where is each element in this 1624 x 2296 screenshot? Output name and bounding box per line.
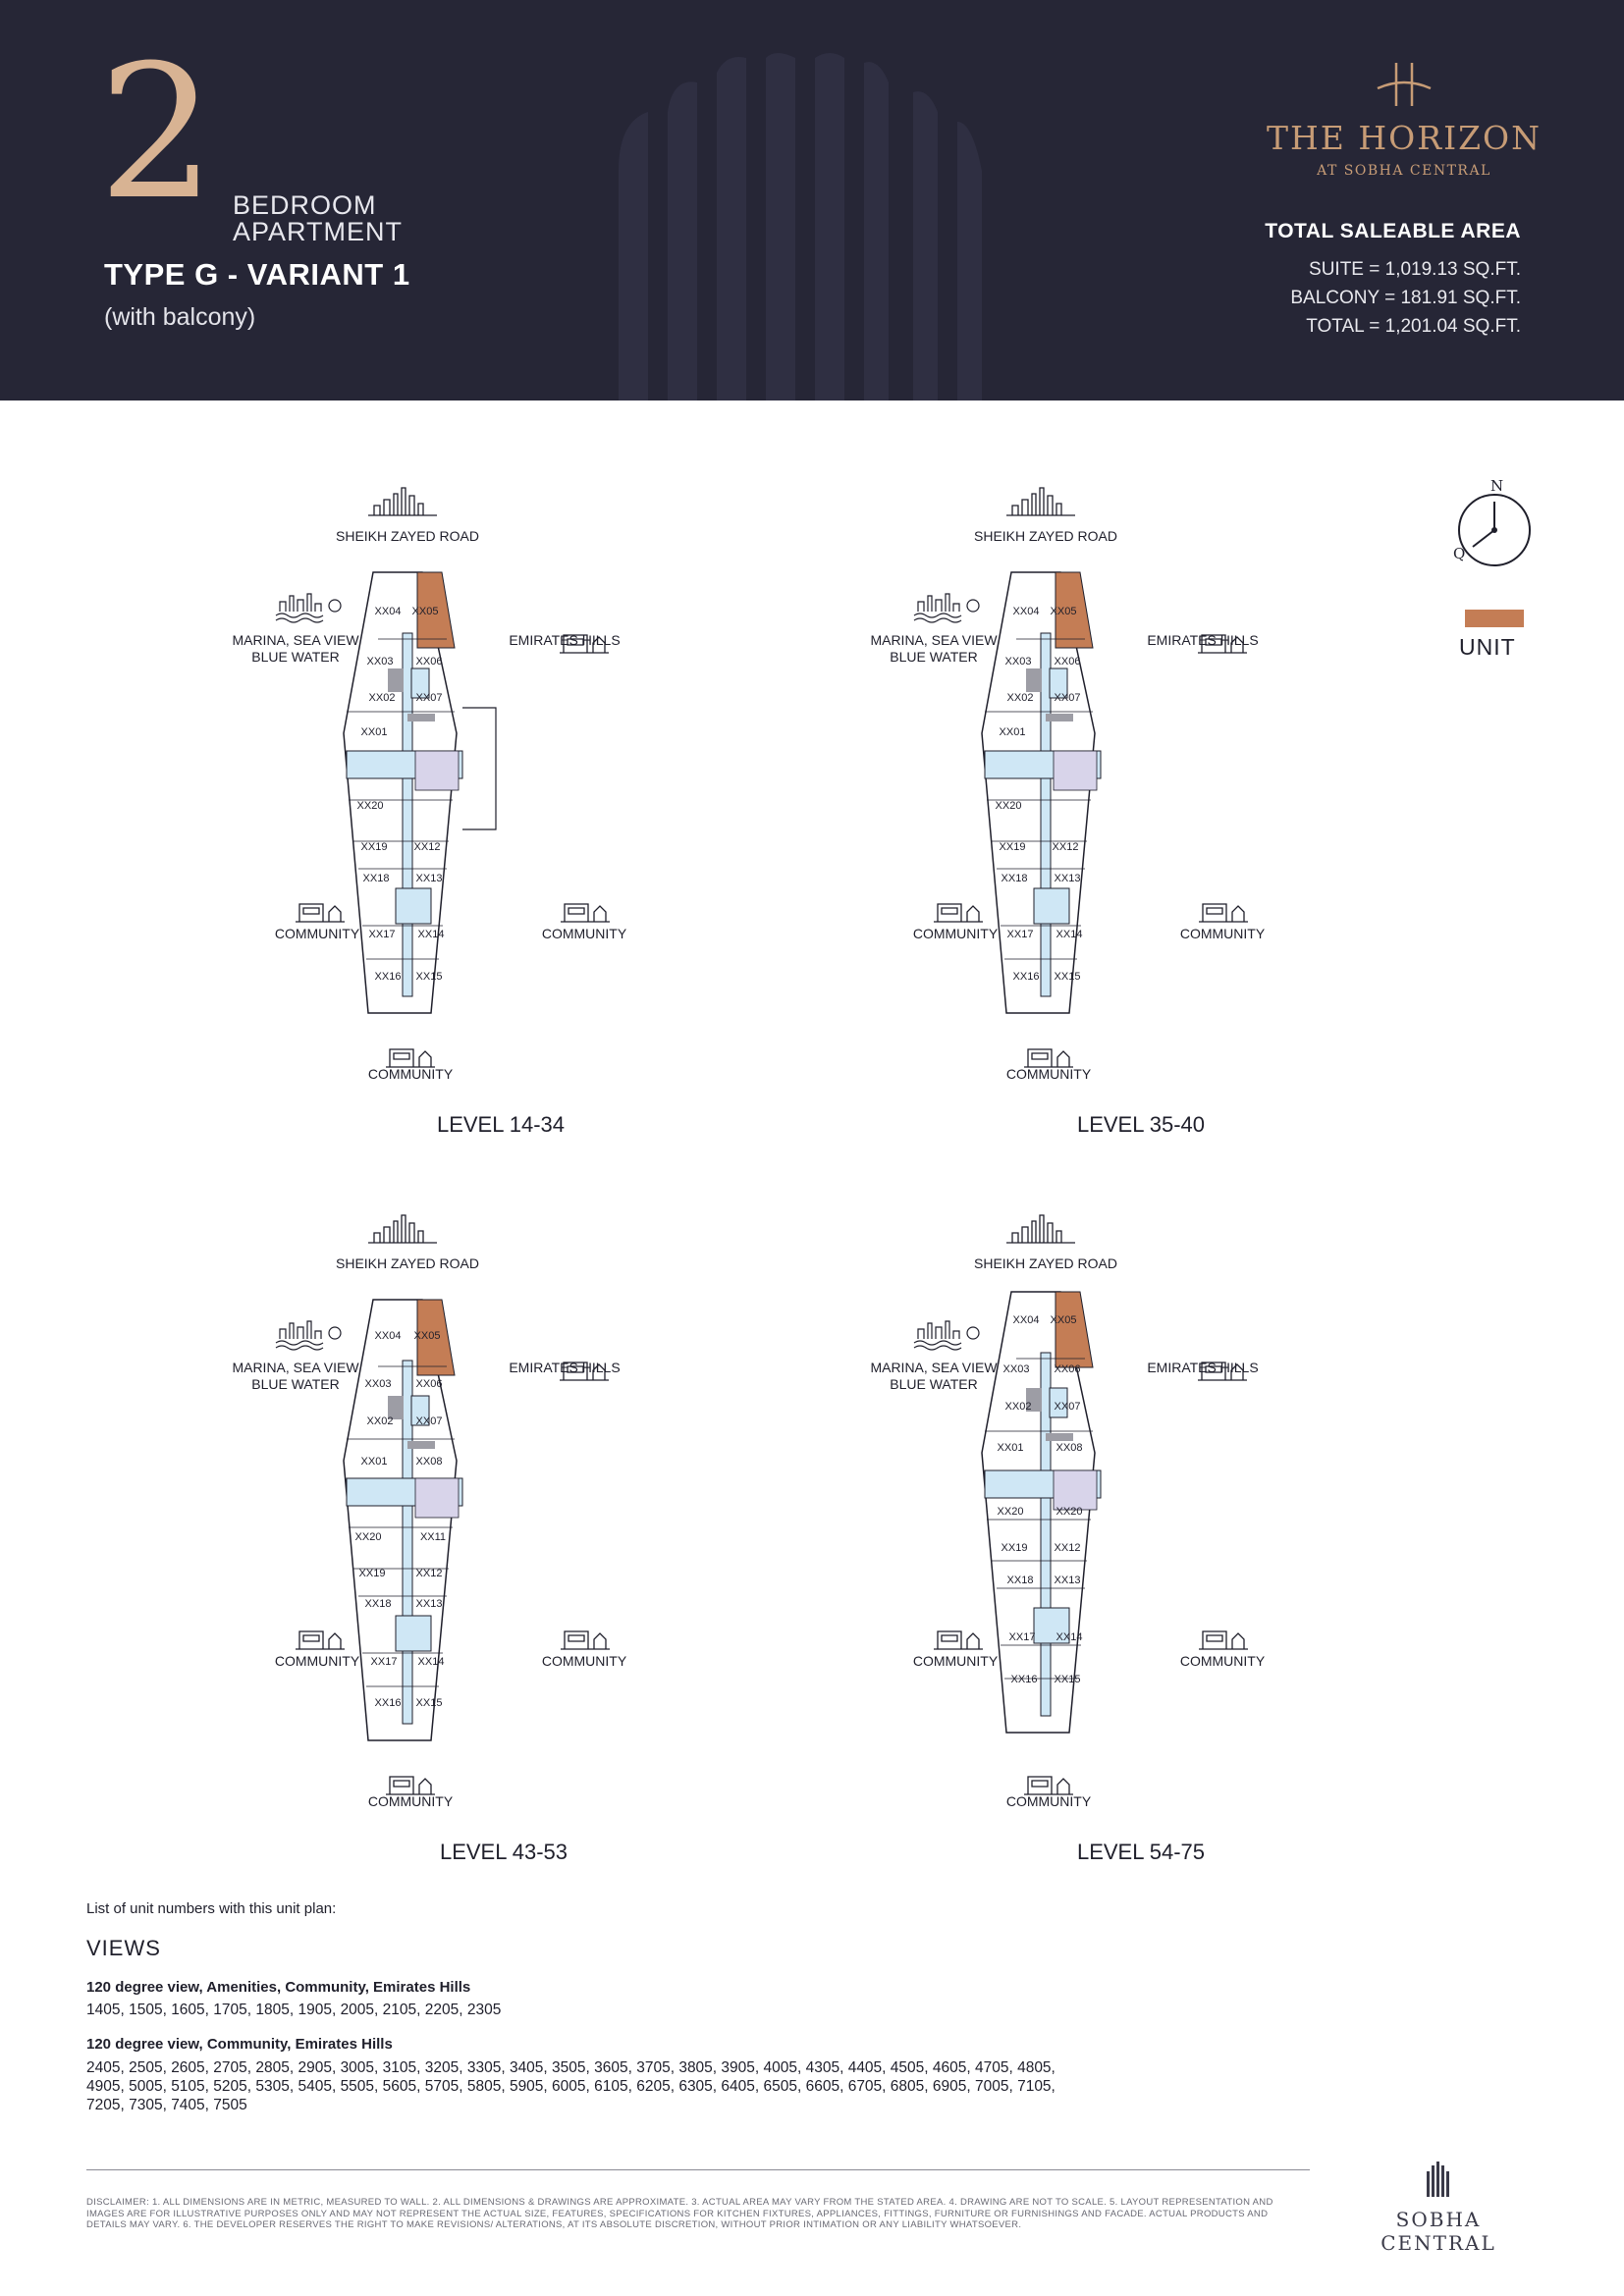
unit-number: XX04	[1012, 606, 1040, 617]
community-icon	[561, 1631, 610, 1649]
core-block	[407, 714, 435, 721]
unit-color-swatch	[1465, 610, 1524, 627]
marina-view-icon	[914, 594, 979, 622]
community-icon	[386, 1049, 435, 1067]
unit-number: XX07	[1054, 692, 1081, 704]
unit-number: XX13	[415, 1598, 443, 1610]
amenity-block	[415, 751, 459, 790]
level-label: LEVEL 14-34	[436, 1112, 566, 1137]
brand-name: THE HORIZON	[1267, 119, 1542, 157]
unit-number: XX13	[1054, 1575, 1081, 1586]
skyline-icon	[1006, 1215, 1075, 1243]
view-label-community: COMMUNITY	[1179, 1653, 1266, 1669]
balcony-extension	[462, 708, 496, 829]
unit-number: XX18	[362, 873, 390, 884]
unit-number: XX19	[360, 841, 388, 853]
view-label-north: SHEIKH ZAYED ROAD	[336, 1255, 479, 1271]
view-label-community: COMMUNITY	[1179, 926, 1266, 941]
lift-lobby	[396, 888, 431, 924]
level-label: LEVEL 43-53	[439, 1840, 568, 1864]
unit-number: XX03	[1002, 1363, 1030, 1375]
unit-number: XX12	[1052, 841, 1079, 853]
unit-number: XX18	[364, 1598, 392, 1610]
unit-number: XX06	[415, 1378, 443, 1390]
unit-number: XX14	[1056, 929, 1083, 940]
unit-number: XX15	[1054, 971, 1081, 983]
unit-number: XX01	[360, 1456, 388, 1468]
view-label-community: COMMUNITY	[274, 926, 360, 941]
view-group-units: 1405, 1505, 1605, 1705, 1805, 1905, 2005, 2105, 2205, 2305	[86, 2002, 502, 2018]
view-group-heading: 120 degree view, Community, Emirates Hills	[86, 2036, 393, 2053]
floor-plan-drawing	[870, 476, 1419, 1082]
unit-number: XX06	[415, 656, 443, 667]
community-icon	[386, 1777, 435, 1794]
view-label-community: COMMUNITY	[541, 926, 627, 941]
unit-number: XX15	[1054, 1674, 1081, 1685]
disclaimer: DISCLAIMER: 1. ALL DIMENSIONS ARE IN METRIC, MEASURED TO WALL. 2. ALL DIMENSIONS & DRAWINGS ARE APPROXIMATE. 3. ACTUAL AREA MAY VARY FROM THE STATED AREA. 4. DRAWING ARE NOT TO SCALE. 5. LAYOUT REPRESENTATION AND IMAGES ARE FOR ILLUSTRATIVE PURPOSES ONLY AND MAY NOT REPRESENT THE ACTUAL SIZE, FEATURES, SPECIFICATIONS FOR KITCHEN FIXTURES, APPLIANCES, FITTINGS, FURNITURE OR FURNISHINGS AND FACADE. ACTUAL PRODUCTS AND DETAILS MAY VARY. 6. THE DEVELOPER RESERVES THE RIGHT TO MAKE REVISIONS/ ALTERATIONS, AT ITS ABSOLUTE DISCRETION, WITHOUT PRIOR INTIMATION OR ANY LIABILITY WHATSOEVER.	[86, 2197, 1273, 2230]
unit-number: XX20	[356, 800, 384, 812]
core-block	[1046, 1433, 1073, 1441]
view-label-east: EMIRATES HILLS	[1147, 632, 1259, 648]
view-label-west: BLUE WATER	[251, 1376, 340, 1392]
level-label: LEVEL 35-40	[1076, 1112, 1206, 1137]
views-heading: VIEWS	[86, 1936, 161, 1960]
unit-number: XX05	[1050, 606, 1077, 617]
floor-plan-drawing	[870, 1203, 1419, 1809]
unit-key-label: UNIT	[1459, 634, 1516, 660]
unit-number: XX04	[374, 1330, 402, 1342]
view-label-east: EMIRATES HILLS	[509, 632, 621, 648]
unit-number: XX15	[415, 1697, 443, 1709]
view-label-west: MARINA, SEA VIEW	[870, 632, 998, 648]
unit-number: XX17	[370, 1656, 398, 1668]
unit-number: XX11	[419, 1531, 447, 1543]
floor-plan-level-43-53	[232, 1203, 781, 1809]
highlighted-unit	[1056, 1292, 1093, 1367]
h-monogram-icon	[1370, 59, 1438, 110]
unit-number: XX15	[415, 971, 443, 983]
view-label-community: COMMUNITY	[274, 1653, 360, 1669]
community-icon	[1024, 1777, 1073, 1794]
q-label: Q	[1453, 545, 1466, 562]
north-label: N	[1490, 477, 1504, 495]
unit-number: XX19	[1001, 1542, 1028, 1554]
unit-number: XX20	[995, 800, 1022, 812]
unit-number: XX03	[366, 656, 394, 667]
sobha-central-logo	[1337, 2160, 1540, 2255]
view-label-community: COMMUNITY	[367, 1066, 454, 1082]
community-icon	[296, 904, 345, 922]
unit-number: XX20	[354, 1531, 382, 1543]
unit-number: XX02	[1004, 1401, 1032, 1413]
unit-number: XX12	[413, 841, 441, 853]
unit-number: XX08	[415, 1456, 443, 1468]
unit-number: XX01	[997, 1442, 1024, 1454]
lift-lobby	[396, 1616, 431, 1651]
view-label-west: BLUE WATER	[890, 649, 978, 665]
unit-number: XX18	[1001, 873, 1028, 884]
view-label-community: COMMUNITY	[367, 1793, 454, 1809]
floor-plan-level-14-34	[232, 476, 781, 1082]
unit-type: TYPE G - VARIANT 1	[104, 257, 410, 292]
compass-icon	[1453, 476, 1532, 574]
unit-number: XX16	[1012, 971, 1040, 983]
view-label-east: EMIRATES HILLS	[509, 1360, 621, 1375]
sobha-tower-icon	[1424, 2160, 1453, 2199]
view-label-community: COMMUNITY	[541, 1653, 627, 1669]
view-label-community: COMMUNITY	[912, 1653, 999, 1669]
unit-number: XX20	[1056, 1506, 1083, 1518]
view-group-heading: 120 degree view, Amenities, Community, Emirates Hills	[86, 1979, 471, 1996]
view-label-west: MARINA, SEA VIEW	[232, 632, 359, 648]
community-icon	[1199, 904, 1248, 922]
footer-divider	[86, 2169, 1310, 2170]
view-label-community: COMMUNITY	[912, 926, 999, 941]
unit-number: XX19	[358, 1568, 386, 1579]
view-label-north: SHEIKH ZAYED ROAD	[336, 528, 479, 544]
total-area: TOTAL = 1,201.04 SQ.FT.	[1306, 316, 1521, 337]
view-label-east: EMIRATES HILLS	[1147, 1360, 1259, 1375]
view-label-west: MARINA, SEA VIEW	[232, 1360, 359, 1375]
unit-number: XX16	[1010, 1674, 1038, 1685]
floor-plan-drawing	[232, 476, 781, 1082]
amenity-block	[1054, 1470, 1097, 1510]
unit-number: XX02	[366, 1415, 394, 1427]
amenity-block	[1054, 751, 1097, 790]
view-group-units: 2405, 2505, 2605, 2705, 2805, 2905, 3005, 3105, 3205, 3305, 3405, 3505, 3605, 3705, 3805, 3905, 4005, 4305, 4405, 4505, 4605, 4705, 4805, 4905, 5005, 5105, 5205, 5305, 5405, 5505, 5605, 5705, 5805, 5905, 6005, 6105, 6205, 6305, 6405, 6505, 6605, 6705, 6805, 6905, 7005, 7105, 7205, 7305, 7405, 7505	[86, 2059, 1056, 2113]
balcony-area: BALCONY = 181.91 SQ.FT.	[1290, 288, 1521, 308]
unit-number: XX16	[374, 1697, 402, 1709]
level-label: LEVEL 54-75	[1076, 1840, 1206, 1864]
unit-number: XX06	[1054, 1363, 1081, 1375]
unit-number: XX16	[374, 971, 402, 983]
unit-number: XX08	[1056, 1442, 1083, 1454]
amenity-block	[415, 1478, 459, 1518]
community-icon	[296, 1631, 345, 1649]
skyline-icon	[368, 488, 437, 515]
unit-number: XX03	[1004, 656, 1032, 667]
unit-number: XX20	[997, 1506, 1024, 1518]
view-label-community: COMMUNITY	[1005, 1793, 1092, 1809]
unit-number: XX12	[415, 1568, 443, 1579]
unit-number: XX14	[417, 929, 445, 940]
community-icon	[1024, 1049, 1073, 1067]
marina-view-icon	[276, 1321, 341, 1350]
unit-number: XX04	[1012, 1314, 1040, 1326]
core-block	[407, 1441, 435, 1449]
footer-brand: SOBHA CENTRAL	[1380, 2208, 1496, 2255]
apartment-label: APARTMENT	[233, 217, 404, 246]
view-label-community: COMMUNITY	[1005, 1066, 1092, 1082]
unit-number: XX18	[1006, 1575, 1034, 1586]
lift-lobby	[1034, 888, 1069, 924]
unit-number: XX05	[1050, 1314, 1077, 1326]
community-icon	[934, 1631, 983, 1649]
unit-number: XX02	[368, 692, 396, 704]
skyline-icon	[1006, 488, 1075, 515]
header-banner	[0, 0, 1624, 400]
unit-number: XX05	[411, 606, 439, 617]
community-icon	[561, 904, 610, 922]
unit-number: XX17	[1006, 929, 1034, 940]
core-block	[388, 668, 404, 692]
view-label-west: BLUE WATER	[251, 649, 340, 665]
brand-subtitle: AT SOBHA CENTRAL	[1317, 163, 1491, 179]
unit-number: XX13	[415, 873, 443, 884]
unit-list-title: List of unit numbers with this unit plan:	[86, 1900, 337, 1917]
view-label-north: SHEIKH ZAYED ROAD	[974, 528, 1117, 544]
unit-number: XX17	[368, 929, 396, 940]
unit-number: XX04	[374, 606, 402, 617]
core-block	[1026, 668, 1042, 692]
floor-plan-level-35-40	[870, 476, 1419, 1082]
marina-view-icon	[914, 1321, 979, 1350]
unit-number: XX14	[1056, 1631, 1083, 1643]
unit-number: XX17	[1008, 1631, 1036, 1643]
unit-number: XX01	[999, 726, 1026, 738]
floor-plan-drawing	[232, 1203, 781, 1809]
unit-number: XX07	[415, 692, 443, 704]
unit-number: XX12	[1054, 1542, 1081, 1554]
unit-number: XX13	[1054, 873, 1081, 884]
bedroom-count: 2	[98, 26, 216, 240]
horizon-logo	[1267, 59, 1542, 179]
unit-number: XX06	[1054, 656, 1081, 667]
bedroom-label: BEDROOM	[233, 190, 377, 220]
view-label-west: MARINA, SEA VIEW	[870, 1360, 998, 1375]
core-block	[1046, 714, 1073, 721]
community-icon	[1199, 1631, 1248, 1649]
unit-number: XX19	[999, 841, 1026, 853]
unit-number: XX07	[1054, 1401, 1081, 1413]
area-title: TOTAL SALEABLE AREA	[1265, 220, 1521, 242]
saleable-area	[1265, 220, 1521, 341]
skyline-icon	[368, 1215, 437, 1243]
unit-number: XX03	[364, 1378, 392, 1390]
view-label-north: SHEIKH ZAYED ROAD	[974, 1255, 1117, 1271]
suite-area: SUITE = 1,019.13 SQ.FT.	[1309, 259, 1521, 280]
unit-number: XX05	[413, 1330, 441, 1342]
unit-number: XX07	[415, 1415, 443, 1427]
tower-arches-graphic	[619, 53, 1011, 400]
floor-plan-level-54-75	[870, 1203, 1419, 1809]
unit-number: XX01	[360, 726, 388, 738]
unit-number: XX02	[1006, 692, 1034, 704]
marina-view-icon	[276, 594, 341, 622]
unit-subtype: (with balcony)	[104, 303, 256, 331]
unit-number: XX14	[417, 1656, 445, 1668]
community-icon	[934, 904, 983, 922]
view-label-west: BLUE WATER	[890, 1376, 978, 1392]
